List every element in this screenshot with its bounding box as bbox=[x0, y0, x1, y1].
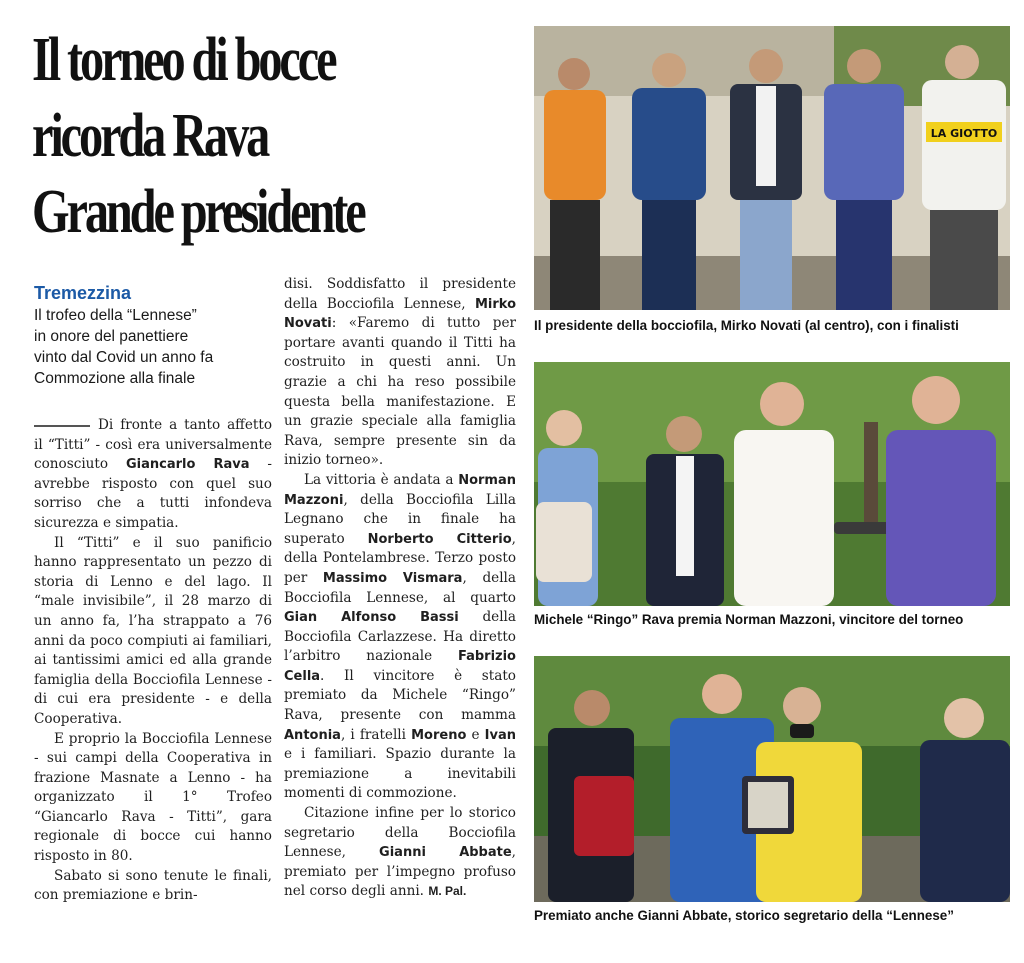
text: , della Bocciofila Lilla Legnano che in finale ha superato bbox=[284, 491, 516, 547]
text: , della Pontelambrese. Terzo posto per bbox=[284, 530, 516, 586]
person-name: Giancarlo Rava bbox=[125, 457, 250, 473]
caption-photo-award: Michele “Ringo” Rava premia Norman Mazzoni, vincitore del torneo bbox=[534, 612, 964, 627]
article-column-2 bbox=[284, 275, 516, 902]
subtitle-line-1: Il trofeo della “Lennese” bbox=[34, 307, 197, 324]
person-name: Norberto Citterio bbox=[367, 531, 512, 547]
caption-photo-abbate: Premiato anche Gianni Abbate, storico segretario della “Lennese” bbox=[534, 908, 954, 923]
person-name: Fabrizio Cella bbox=[284, 649, 516, 684]
subtitle-line-2: in onore del panettiere bbox=[34, 328, 189, 345]
photo-award bbox=[534, 362, 1010, 606]
text: della Bocciofila Carlazzese. Ha diretto l’arbitro nazionale bbox=[284, 609, 516, 665]
text: . Il vincitore è stato premiato da Michele “Ringo” Rava, presente con mamma bbox=[284, 667, 516, 724]
text: La vittoria è andata a bbox=[304, 471, 459, 488]
text: Di fronte a tanto affetto il “Titti” - così era universalmente conosciuto bbox=[34, 417, 272, 473]
paragraph-2: Il “Titti” e il suo panificio hanno rappresentato un pezzo di storia di Lenno e del lago. Il “male invisibile”, il 28 marzo di un anno fa, l’ha strappato a 76 anni da poco compiuti ai familiari, ai tantissimi amici ed alla grande famiglia della Bocciofila Lennese - di cui era presidente - e della Cooperativa. bbox=[34, 534, 272, 727]
photo-abbate bbox=[534, 656, 1010, 902]
person-name: Mirko Novati bbox=[284, 296, 516, 332]
subtitle-line-3: vinto dal Covid un anno fa bbox=[34, 349, 214, 366]
text: : «Faremo di tutto per portare avanti quando il Titti ha costruito in questi anni. Un grazie a chi ha reso possibile questa bella manifestazione. E un grazie speciale alla famiglia Rava, sempre presente sin da inizio torneo». bbox=[284, 315, 516, 469]
paragraph-5 bbox=[284, 471, 516, 804]
text: , i fratelli bbox=[340, 726, 412, 743]
text: e bbox=[466, 726, 485, 743]
person-name: Antonia bbox=[284, 727, 341, 743]
paragraph-3: E proprio la Bocciofila Lennese - sui campi della Cooperativa in frazione Masnate a Lenno - ha organizzato il 1° Trofeo “Giancarlo Rava - Titti”, gara regionale di bocce cui hanno risposto in 80. bbox=[34, 730, 272, 865]
paragraph-6 bbox=[284, 804, 516, 902]
paragraph-4b: disi. Soddisfatto il presidente della Bocciofila Lennese, Mirko Novati: «Faremo di tutto per portare avanti quando il Titti ha costruito in questi anni. Un grazie a chi ha reso possibile questa bella manifestazione. E un grazie speciale alla famiglia Rava, sempre presente sin da inizio torneo». bbox=[284, 276, 516, 469]
person-name: Norman Mazzoni bbox=[284, 472, 516, 508]
person-name: Gian Alfonso Bassi bbox=[284, 610, 459, 626]
photo-abbate-illustration bbox=[534, 656, 1010, 902]
person-name: Massimo Vismara bbox=[322, 570, 463, 586]
section-title: Tremezzina bbox=[34, 283, 132, 303]
paragraph-1 bbox=[34, 416, 272, 534]
headline bbox=[32, 22, 522, 250]
person-name: Ivan bbox=[484, 727, 516, 743]
photo-award-illustration bbox=[534, 362, 1010, 606]
text: - avrebbe risposto con quel suo sorriso che a tutti infondeva sicurezza e simpatia. bbox=[34, 456, 272, 531]
headline-line-1: Il torneo di bocce bbox=[32, 26, 335, 94]
paragraph-4a: Sabato si sono tenute le finali, con premiazione e brin- bbox=[34, 867, 272, 904]
article-column-1 bbox=[34, 416, 272, 906]
subtitle bbox=[34, 305, 274, 389]
headline-line-2: ricorda Rava bbox=[32, 102, 268, 170]
text: Citazione infine per lo storico segretario della Bocciofila Lennese, bbox=[284, 805, 516, 861]
shirt-lettering: LA GIOTTO bbox=[930, 127, 998, 140]
photo-finalists bbox=[534, 26, 1010, 310]
caption-photo-finalists: Il presidente della bocciofila, Mirko Novati (al centro), con i finalisti bbox=[534, 318, 959, 333]
text: , della Bocciofila Lennese, al quarto bbox=[284, 569, 516, 606]
person-name: Gianni Abbate bbox=[379, 845, 512, 861]
text: e i familiari. Spazio durante la premiazione a inevitabili momenti di commozione. bbox=[284, 746, 516, 802]
photo-finalists-illustration bbox=[534, 26, 1010, 310]
text: , premiato per l’impegno profuso nel corso degli anni. bbox=[284, 844, 516, 900]
subtitle-line-4: Commozione alla finale bbox=[34, 370, 196, 387]
author-signature: M. Pal. bbox=[428, 884, 467, 899]
person-name: Moreno bbox=[411, 727, 467, 743]
headline-line-3: Grande presidente bbox=[32, 178, 364, 246]
